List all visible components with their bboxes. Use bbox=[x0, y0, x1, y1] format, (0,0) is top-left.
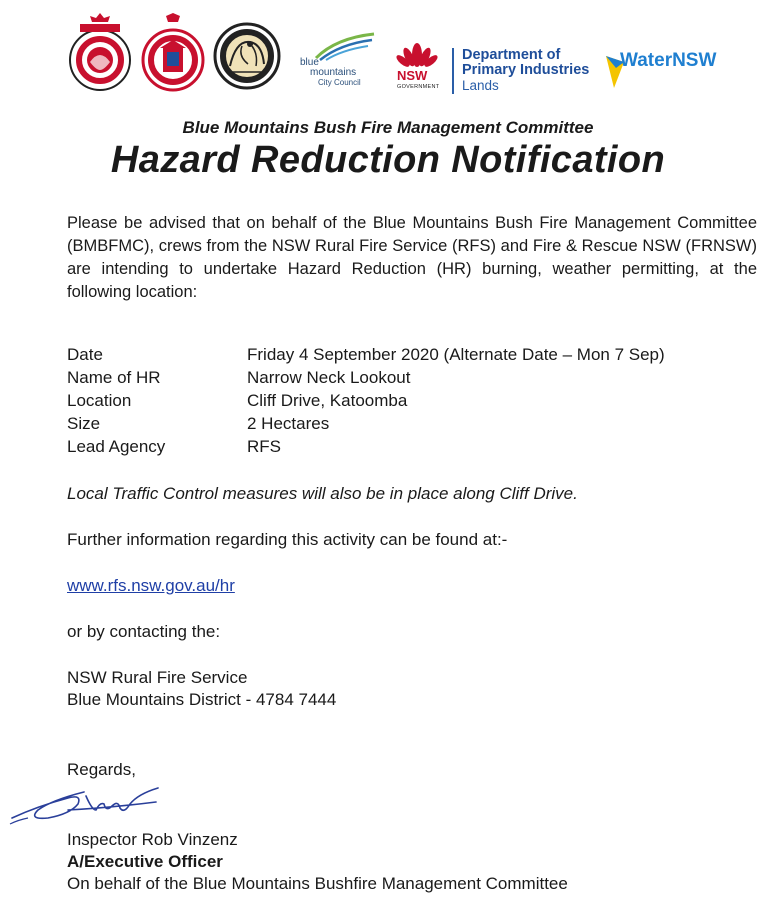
further-info-text: Further information regarding this activity can be found at:- bbox=[67, 530, 508, 549]
signatory-behalf: On behalf of the Blue Mountains Bushfire Management Committee bbox=[67, 874, 568, 893]
signatory-name: Inspector Rob Vinzenz bbox=[67, 830, 238, 849]
dpi-line3: Lands bbox=[462, 78, 499, 93]
detail-row-name bbox=[67, 366, 767, 389]
dpi-line2: Primary Industries bbox=[462, 62, 590, 78]
blue-mountains-text: blue mountains bbox=[300, 57, 357, 78]
fire-rescue-logo-icon bbox=[140, 12, 206, 96]
nsw-waratah-icon bbox=[396, 40, 438, 70]
contact-intro-text: or by contacting the: bbox=[67, 622, 221, 641]
detail-label: Location bbox=[67, 391, 132, 410]
rfs-website-link[interactable]: www.rfs.nsw.gov.au/hr bbox=[67, 576, 235, 595]
detail-row-size bbox=[67, 412, 767, 435]
nsw-government-text: GOVERNMENT bbox=[397, 84, 440, 90]
detail-value: Narrow Neck Lookout bbox=[247, 368, 411, 387]
detail-row-date bbox=[67, 343, 767, 366]
city-council-text: City Council bbox=[318, 78, 361, 87]
details-table bbox=[67, 343, 767, 458]
page-title: Hazard Reduction Notification bbox=[110, 139, 666, 181]
contact-org: NSW Rural Fire Service bbox=[67, 668, 248, 687]
signature-icon bbox=[8, 780, 168, 830]
detail-row-agency bbox=[67, 435, 767, 458]
detail-value: RFS bbox=[247, 437, 281, 456]
detail-label: Lead Agency bbox=[67, 437, 166, 456]
regards-text: Regards, bbox=[67, 760, 136, 779]
detail-row-location bbox=[67, 389, 767, 412]
rfs-logo-icon bbox=[68, 12, 132, 96]
detail-label: Size bbox=[67, 414, 101, 433]
detail-value: Cliff Drive, Katoomba bbox=[247, 391, 408, 410]
detail-value: 2 Hectares bbox=[247, 414, 330, 433]
detail-label: Date bbox=[67, 345, 103, 364]
dpi-lands-logo bbox=[452, 48, 589, 94]
signatory-role: A/Executive Officer bbox=[67, 852, 223, 871]
national-parks-logo-icon bbox=[212, 12, 282, 96]
water-nsw-text: WaterNSW bbox=[620, 50, 717, 71]
traffic-note: Local Traffic Control measures will also be in place along Cliff Drive. bbox=[67, 484, 578, 503]
committee-heading: Blue Mountains Bush Fire Management Committee bbox=[182, 118, 594, 137]
intro-paragraph: Please be advised that on behalf of the Blue Mountains Bush Fire Management Committee (BMBFMC), crews from the NSW Rural Fire Service (RFS) and Fire & Rescue NSW (FRNSW) are intending to undertake Hazard Reduction (HR) burning, weather permitting, at the following location: bbox=[67, 214, 757, 301]
water-nsw-logo bbox=[606, 48, 726, 88]
dpi-line1: Department of bbox=[462, 47, 561, 63]
nsw-logo-text: NSW bbox=[397, 68, 428, 83]
detail-label: Name of HR bbox=[67, 368, 161, 387]
contact-district: Blue Mountains District - 4784 7444 bbox=[67, 690, 337, 709]
detail-value: Friday 4 September 2020 (Alternate Date – Mon 7 Sep) bbox=[247, 345, 665, 364]
